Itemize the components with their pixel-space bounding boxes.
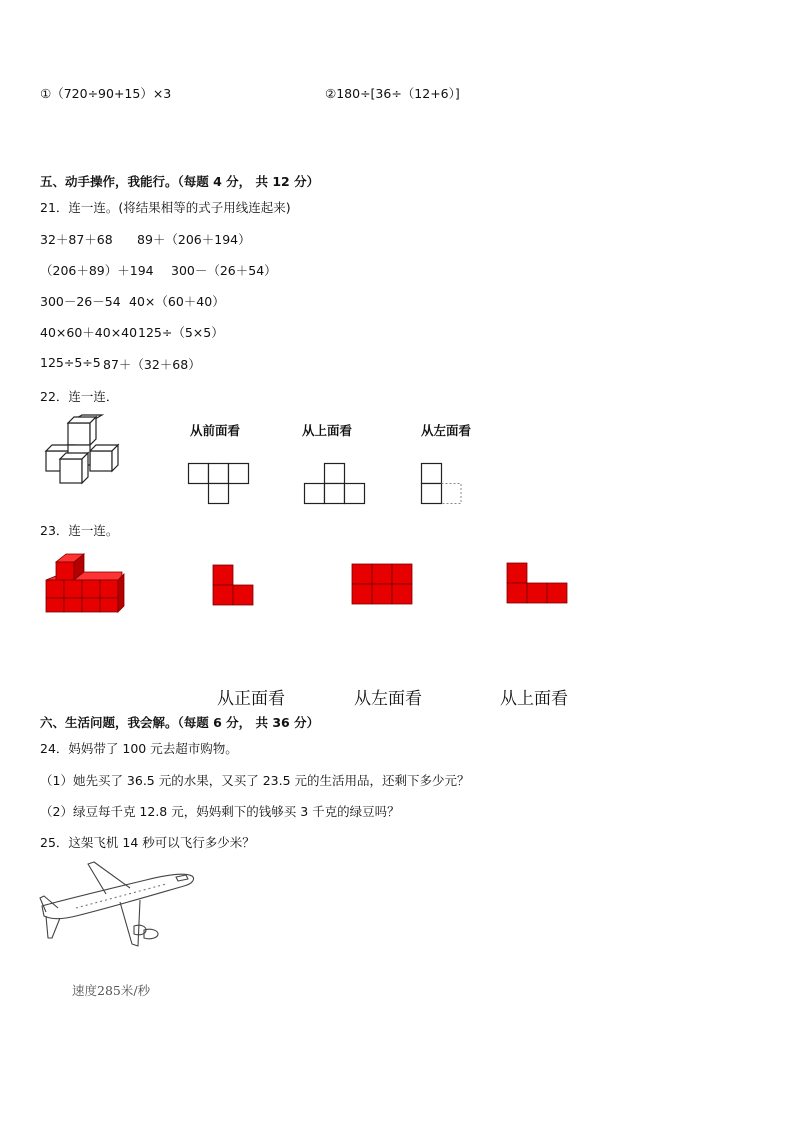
q23-red-block-figure [46,552,126,614]
expression-2: ②180÷[36÷（12+6）] [325,86,460,101]
airplane-speed-caption: 速度285米/秒 [72,983,151,998]
q22-view-left-label: 从左面看 [421,423,472,438]
q21-left-4: 40×60＋40×40 [40,325,138,340]
section-6-title: 六、生活问题，我会解。（每题 6 分， 共 36 分） [40,715,320,730]
q22-view-top-label: 从上面看 [302,423,353,438]
q21-left-5: 125÷5÷5 [40,355,101,370]
q22-view-drawing-3 [421,463,465,507]
q22-view-front-label: 从前面看 [190,423,241,438]
q21-left-1: 32＋87＋68 [40,232,113,247]
q23-prompt: 23．连一连。 [40,523,119,538]
q21-left-3: 300－26－54 [40,294,121,309]
q23-view-left-label: 从左面看 [354,689,422,709]
q23-view-front-label: 从正面看 [217,689,285,709]
q21-right-4: 125÷（5×5） [138,325,224,340]
q23-view-shape-1 [213,565,257,609]
q21-right-3: 40×（60＋40） [129,294,225,309]
q22-view-drawing-2 [304,463,368,507]
q21-left-2: （206＋89）＋194 [40,263,154,278]
q24-prompt: 24．妈妈带了 100 元去超市购物。 [40,741,238,756]
q25-prompt: 25．这架飞机 14 秒可以飞行多少米？ [40,835,255,850]
q21-right-1: 89＋（206＋194） [137,232,251,247]
q21-right-2: 300－（26＋54） [171,263,277,278]
airplane-illustration [36,858,196,950]
q24-sub2: （2）绿豆每千克 12.8 元，妈妈剩下的钱够买 3 千克的绿豆吗？ [40,804,400,819]
q21-prompt: 21．连一连。(将结果相等的式子用线连起来) [40,200,291,215]
q23-view-top-label: 从上面看 [500,689,568,709]
q22-view-drawing-1 [188,463,252,507]
q23-view-shape-2 [352,564,414,608]
q24-sub1: （1）她先买了 36.5 元的水果，又买了 23.5 元的生活用品，还剩下多少元？ [40,773,470,788]
q22-prompt: 22．连一连． [40,389,119,404]
section-5-title: 五、动手操作，我能行。（每题 4 分， 共 12 分） [40,174,320,189]
q23-view-shape-3 [507,563,569,607]
q21-right-5: 87＋（32＋68） [103,357,201,372]
expression-1: ①（720÷90+15）×3 [40,86,172,101]
q22-cube-figure [40,415,140,490]
